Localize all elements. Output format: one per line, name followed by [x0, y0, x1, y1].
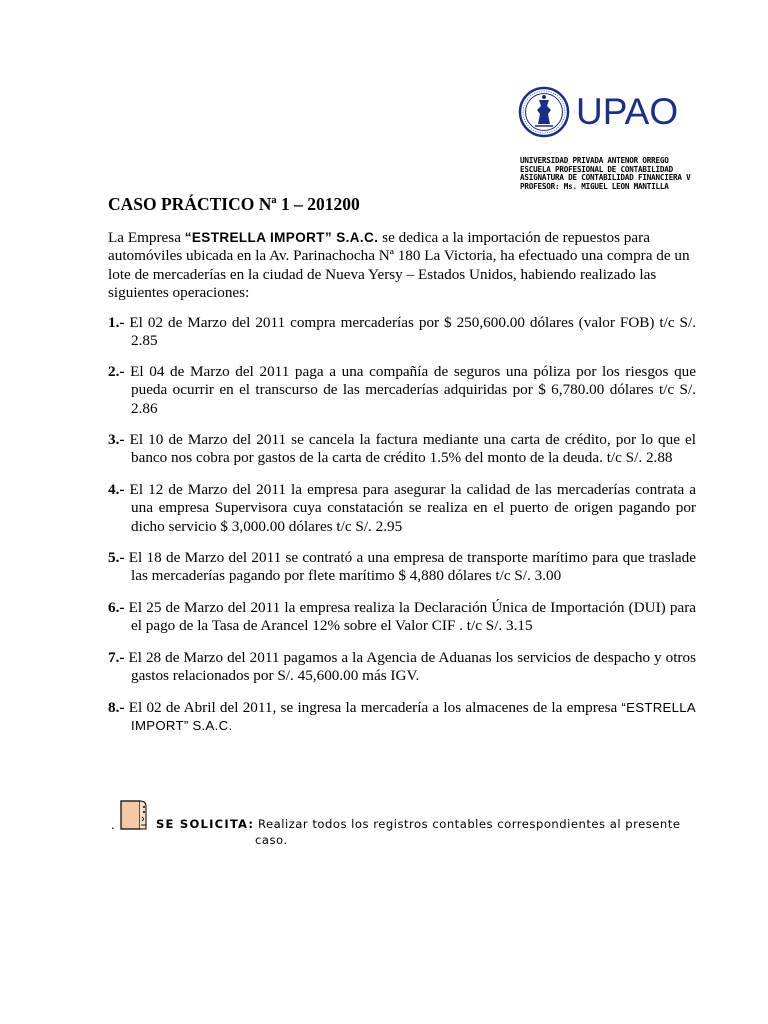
bullet-dot: . — [111, 818, 115, 832]
request-section — [108, 800, 708, 850]
operation-item — [108, 431, 696, 468]
operation-item — [108, 699, 696, 736]
operation-text: El 02 de Abril del 2011, se ingresa la mercadería a los almacenes de la empresa — [128, 699, 622, 716]
operation-number: 2.- — [108, 363, 125, 380]
request-label: SE SOLICITA: — [156, 817, 255, 831]
school-name: ESCUELA PROFESIONAL DE CONTABILIDAD — [520, 164, 674, 174]
operation-number: 4.- — [108, 481, 125, 498]
operation-text: El 04 de Marzo del 2011 paga a una compañía de seguros una póliza por los riesgos que pueda ocurrir en el transcurso de las mercaderías adquiridas por $ 6,780.00 dólares t/c S/. 2.86 — [130, 363, 697, 417]
intro-after: se dedica a la importación de repuestos para automóviles ubicada en la Av. Parinachocha Nª 180 La Victoria, ha efectuado una compra de un lote de mercaderías en la ciudad de Nueva Yersy – Estados Unidos, habiendo realizado las siguientes operaciones: — [108, 229, 690, 301]
operation-item — [108, 599, 696, 636]
operation-number: 6.- — [108, 599, 125, 616]
operation-number: 7.- — [108, 649, 125, 666]
operation-number: 1.- — [108, 314, 125, 331]
course-name: ASIGNATURA DE CONTABILIDAD FINANCIERA V — [520, 173, 691, 183]
operation-number: 8.- — [108, 699, 125, 716]
operation-item — [108, 481, 696, 536]
operation-text: El 12 de Marzo del 2011 la empresa para asegurar la calidad de las mercaderías contrata a una empresa Supervisora cuya constatación se realiza en el puerto de origen pagando por dicho servicio $ 3,000.00 dólares t/c S/. 2.95 — [129, 481, 697, 535]
operation-number: 5.- — [108, 549, 125, 566]
face-icon — [118, 800, 148, 830]
logo-text: UPAO — [576, 91, 679, 132]
request-text: Realizar todos los registros contables correspondientes al presente — [258, 817, 681, 831]
company-name: “ESTRELLA IMPORT” S.A.C. — [131, 700, 697, 734]
university-info — [520, 157, 720, 191]
operation-text: El 28 de Marzo del 2011 pagamos a la Agencia de Aduanas los servicios de despacho y otros gastos relacionados por S/. 45,600.00 más IGV. — [128, 649, 696, 685]
operation-text: El 18 de Marzo del 2011 se contrató a una empresa de transporte marítimo para que traslade las mercaderías pagando por flete marítimo $ 4,880 dólares t/c S/. 3.00 — [128, 549, 697, 585]
operation-text: El 02 de Marzo del 2011 compra mercaderías por $ 250,600.00 dólares (valor FOB) t/c S/. 2.85 — [129, 314, 697, 350]
university-seal-icon — [518, 86, 570, 138]
upao-logo — [518, 86, 678, 144]
request-text-continued: caso. — [255, 833, 288, 847]
page-title: CASO PRÁCTICO Nª 1 – 201200 — [108, 194, 360, 214]
operation-text: El 25 de Marzo del 2011 la empresa realiza la Declaración Única de Importación (DUI) para el pago de la Tasa de Arancel 12% sobre el Valor CIF . t/c S/. 3.15 — [128, 599, 697, 635]
operation-item — [108, 649, 696, 686]
company-name: “ESTRELLA IMPORT” S.A.C. — [184, 230, 379, 245]
university-name: UNIVERSIDAD PRIVADA ANTENOR ORREGO — [520, 156, 669, 165]
operation-number: 3.- — [108, 431, 125, 448]
operation-item — [108, 363, 696, 418]
intro-before: La Empresa — [108, 229, 185, 246]
operation-text: El 10 de Marzo del 2011 se cancela la factura mediante una carta de crédito, por lo que el banco nos cobra por gastos de la carta de crédito 1.5% del monto de la deuda. t/c S/. 2.88 — [129, 431, 697, 467]
operation-item — [108, 549, 696, 586]
operation-item — [108, 314, 696, 351]
intro-paragraph — [108, 229, 698, 302]
professor-name: PROFESOR: Ms. MIGUEL LEON MANTILLA — [520, 181, 669, 191]
